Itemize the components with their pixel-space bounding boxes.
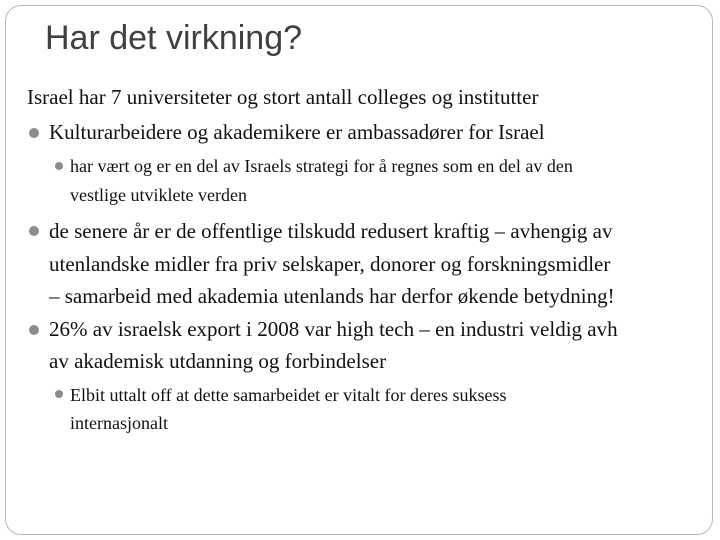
bullet-icon <box>55 390 63 398</box>
intro-text: Israel har 7 universiteter og stort antall colleges og institutter <box>27 85 539 109</box>
item-text-line-2: utenlandske midler fra priv selskaper, donorer og forskningsmidler <box>49 252 611 276</box>
bullet-icon <box>29 226 39 236</box>
item-text: Kulturarbeidere og akademikere er ambassadører for Israel <box>49 120 545 144</box>
item-text-line-2: internasjonalt <box>70 413 168 433</box>
item-text-line-2: vestlige utviklete verden <box>70 185 247 205</box>
item-text-line-1: de senere år er de offentlige tilskudd redusert kraftig – avhengig av <box>49 219 613 243</box>
item-text-line-3: – samarbeid med akademia utenlands har derfor økende betydning! <box>49 284 615 308</box>
item-text-line-2: av akademisk utdanning og forbindelser <box>49 349 387 373</box>
bullet-icon <box>29 128 39 138</box>
item-text-line-1: 26% av israelsk export i 2008 var high tech – en industri veldig avh <box>49 317 618 341</box>
slide-title: Har det virkning? <box>45 19 303 57</box>
item-text-line-1: har vært og er en del av Israels strategi for å regnes som en del av den <box>70 156 573 176</box>
bullet-icon <box>55 162 63 170</box>
bullet-icon <box>29 325 39 335</box>
item-text-line-1: Elbit uttalt off at dette samarbeidet er vitalt for deres suksess <box>70 385 507 405</box>
